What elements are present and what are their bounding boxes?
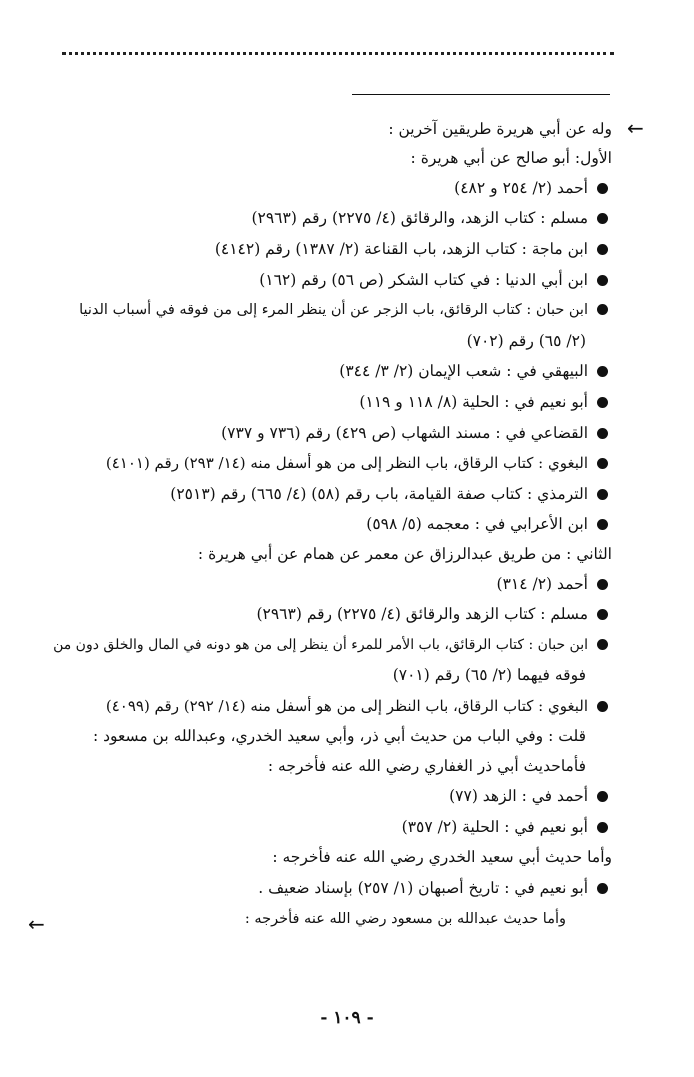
line-text: فأماحديث أبي ذر الغفاري رضي الله عنه فأخرجه : [267,757,586,775]
bullet-icon [597,579,608,590]
note-line [245,904,566,934]
list-item [106,448,608,478]
list-item [170,479,608,509]
bullet-icon [597,609,608,620]
list-item [221,418,608,448]
bullet-icon [597,183,608,194]
list-item [106,691,608,721]
list-item [366,509,608,539]
line-text: وأما حديث أبي سعيد الخدري رضي الله عنه فأخرجه : [272,848,612,866]
line-text: أبو نعيم في : تاريخ أصبهان (١/ ٢٥٧) بإسناد ضعيف . [258,879,588,897]
bullet-icon [597,458,608,469]
line-text: وأما حديث عبدالله بن مسعود رضي الله عنه فأخرجه : [244,911,566,927]
intro-line [388,114,612,144]
list-item [497,569,609,599]
bullet-icon [597,428,608,439]
list-item [215,234,608,264]
bullet-icon [597,883,608,894]
section-first-heading [411,143,612,173]
note-line [268,751,586,781]
line-text: أحمد (٢/ ٣١٤) [496,575,588,593]
line-text: أحمد (٢/ ٢٥٤ و ٤٨٢) [454,179,588,197]
list-item-continuation [393,660,586,690]
line-text: الترمذي : كتاب صفة القيامة، باب رقم (٥٨) (٤/ ٦٦٥) رقم (٢٥١٣) [170,485,588,503]
list-item [79,295,608,325]
list-item-continuation [467,326,586,356]
bullet-icon [597,489,608,500]
bullet-icon [597,701,608,712]
bullet-icon [597,519,608,530]
list-item [53,630,608,660]
note-line [272,842,612,872]
list-item [449,781,608,811]
list-item [359,387,608,417]
line-text: البغوي : كتاب الرقاق، باب النظر إلى من هو أسفل منه (١٤/ ٢٩٣) رقم (٤١٠١) [105,454,588,472]
line-text: أحمد في : الزهد (٧٧) [449,787,588,805]
line-text: أبو نعيم في : الحلية (٢/ ٣٥٧) [401,818,588,836]
line-text: ابن حبان : كتاب الرقائق، باب الأمر للمرء أن ينظر إلى من هو دونه في المال والخلق دون من [53,637,588,653]
page-number: - ١٠٩ - [320,1008,374,1028]
bullet-icon [597,213,608,224]
list-item [339,356,608,386]
left-arrow-icon: ← [627,116,644,140]
list-item [258,873,608,903]
bullet-icon [597,822,608,833]
line-text: أبو نعيم في : الحلية (٨/ ١١٨ و ١١٩) [359,393,588,411]
line-text: (٢/ ٦٥) رقم (٧٠٢) [466,332,586,350]
line-text: قلت : وفي الباب من حديث أبي ذر، وأبي سعيد الخدري، وعبدالله بن مسعود : [92,727,586,745]
bullet-icon [597,397,608,408]
bullet-icon [597,791,608,802]
bullet-icon [597,639,608,650]
list-item [402,812,608,842]
line-text: فوقه فيهما (٢/ ٦٥) رقم (٧٠١) [392,666,586,684]
line-text: الثاني : من طريق عبدالرزاق عن معمر عن همام عن أبي هريرة : [197,545,612,563]
line-text: ابن أبي الدنيا : في كتاب الشكر (ص ٥٦) رقم (١٦٢) [259,271,588,289]
line-text: ابن ماجة : كتاب الزهد، باب القناعة (٢/ ١٣٨٧) رقم (٤١٤٢) [214,240,588,258]
left-arrow-icon: ← [28,912,45,936]
dotted-separator [62,52,614,55]
bullet-icon [597,244,608,255]
bullet-icon [597,275,608,286]
section-second-heading [198,539,612,569]
list-item [256,599,608,629]
line-text: مسلم : كتاب الزهد، والرقائق (٤/ ٢٢٧٥) رقم (٢٩٦٣) [251,209,588,227]
header-rule [352,94,610,95]
list-item [259,265,608,295]
line-text: مسلم : كتاب الزهد والرقائق (٤/ ٢٢٧٥) رقم (٢٩٦٣) [256,605,588,623]
list-item [454,173,608,203]
line-text: ابن الأعرابي في : معجمه (٥/ ٥٩٨) [366,515,588,533]
line-text: ابن حبان : كتاب الرقائق، باب الزجر عن أن ينظر المرء إلى من فوقه في أسباب الدنيا [79,302,588,318]
line-text: وله عن أبي هريرة طريقين آخرين : [388,120,612,138]
line-text: البيهقي في : شعب الإيمان (٢/ ٣/ ٣٤٤) [339,362,588,380]
list-item [251,203,608,233]
note-line [93,721,586,751]
line-text: القضاعي في : مسند الشهاب (ص ٤٢٩) رقم (٧٣٦ و ٧٣٧) [221,424,588,442]
bullet-icon [597,366,608,377]
bullet-icon [597,304,608,315]
line-text: البغوي : كتاب الرقاق، باب النظر إلى من هو أسفل منه (١٤/ ٢٩٢) رقم (٤٠٩٩) [105,697,588,715]
line-text: الأول: أبو صالح عن أبي هريرة : [410,149,612,167]
